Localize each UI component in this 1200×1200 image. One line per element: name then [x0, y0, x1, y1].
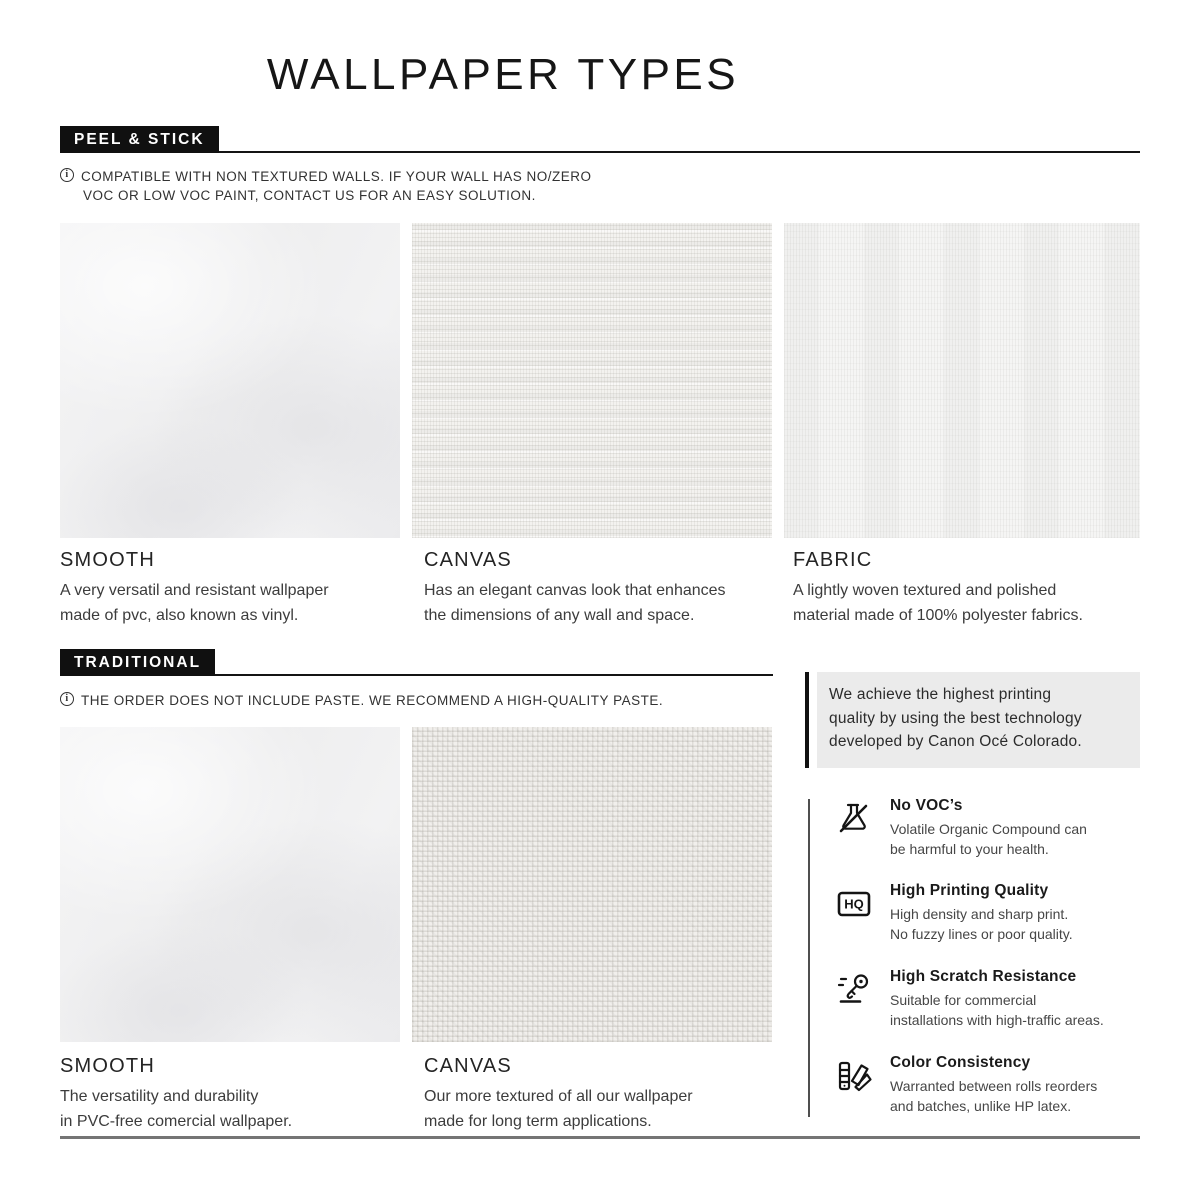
desc-line: Volatile Organic Compound can — [890, 821, 1087, 837]
feature-description — [890, 990, 1140, 1030]
note-line: COMPATIBLE WITH NON TEXTURED WALLS. IF YOUR WALL HAS NO/ZERO — [81, 169, 592, 184]
desc-line: Suitable for commercial — [890, 992, 1037, 1008]
swatch-smooth-traditional — [60, 727, 400, 1042]
feature-title: Color Consistency — [890, 1054, 1031, 1071]
page-title: WALLPAPER TYPES — [266, 50, 740, 99]
feature-text — [890, 968, 1140, 1030]
quote-line: developed by Canon Océ Colorado. — [829, 733, 1082, 750]
note-line: VOC OR LOW VOC PAINT, CONTACT US FOR AN EASY SOLUTION. — [83, 188, 536, 203]
bottom-rule — [60, 1136, 1140, 1139]
desc-line: No fuzzy lines or poor quality. — [890, 926, 1073, 942]
swatch-description — [60, 578, 329, 628]
feature-high-scratch-resistance — [810, 968, 1140, 1030]
section-tag-traditional: TRADITIONAL — [60, 649, 215, 676]
swatch-description — [424, 578, 726, 628]
desc-line: be harmful to your health. — [890, 841, 1049, 857]
desc-line: Warranted between rolls reorders — [890, 1078, 1098, 1094]
no-voc-icon — [834, 799, 874, 839]
desc-line: The versatility and durability — [60, 1088, 259, 1105]
desc-line: material made of 100% polyester fabrics. — [793, 607, 1083, 624]
caption-canvas — [424, 1055, 693, 1134]
caption-fabric — [793, 549, 1083, 628]
color-consistency-icon — [834, 1056, 874, 1096]
note-text — [81, 167, 592, 205]
caption-smooth — [60, 1055, 292, 1134]
feature-text — [890, 1054, 1140, 1116]
feature-color-consistency — [810, 1054, 1140, 1116]
feature-title: No VOC’s — [890, 797, 963, 814]
swatch-canvas-peel-stick — [412, 223, 772, 538]
traditional-note — [60, 691, 663, 710]
high-quality-icon — [834, 884, 874, 924]
quote-accent-bar — [805, 672, 809, 768]
desc-line: installations with high-traffic areas. — [890, 1012, 1104, 1028]
peel-stick-note — [60, 167, 592, 205]
caption-canvas — [424, 549, 726, 628]
traditional-swatch-row — [60, 727, 772, 1042]
peel-stick-swatch-row — [60, 223, 1140, 538]
section-rule-peel-stick — [60, 151, 1140, 153]
swatch-label: CANVAS — [424, 549, 512, 571]
desc-line: Has an elegant canvas look that enhances — [424, 582, 726, 599]
swatch-label: FABRIC — [793, 549, 873, 571]
feature-no-voc — [810, 797, 1140, 859]
feature-text — [890, 797, 1140, 859]
scratch-resistance-icon — [834, 970, 874, 1010]
swatch-fabric-peel-stick — [784, 223, 1140, 538]
info-icon: i — [60, 168, 74, 182]
swatch-label: SMOOTH — [60, 549, 155, 571]
swatch-label: SMOOTH — [60, 1055, 155, 1077]
section-tag-peel-stick: PEEL & STICK — [60, 126, 219, 153]
desc-line: made for long term applications. — [424, 1113, 652, 1130]
desc-line: Our more textured of all our wallpaper — [424, 1088, 693, 1105]
swatch-description — [60, 1084, 292, 1134]
caption-smooth — [60, 549, 329, 628]
feature-description — [890, 904, 1140, 944]
feature-list — [808, 799, 1140, 1117]
note-text — [81, 691, 663, 710]
info-icon: i — [60, 692, 74, 706]
desc-line: made of pvc, also known as vinyl. — [60, 607, 299, 624]
svg-text:HQ: HQ — [844, 896, 864, 912]
note-line: THE ORDER DOES NOT INCLUDE PASTE. WE RECOMMEND A HIGH-QUALITY PASTE. — [81, 693, 664, 708]
quote-line: quality by using the best technology — [829, 709, 1082, 727]
feature-title: High Printing Quality — [890, 882, 1049, 899]
printing-quality-quote — [817, 672, 1140, 768]
feature-description — [890, 1076, 1140, 1116]
desc-line: High density and sharp print. — [890, 906, 1069, 922]
feature-title: High Scratch Resistance — [890, 968, 1077, 985]
swatch-smooth-peel-stick — [60, 223, 400, 538]
desc-line: the dimensions of any wall and space. — [424, 607, 695, 624]
swatch-label: CANVAS — [424, 1055, 512, 1077]
desc-line: and batches, unlike HP latex. — [890, 1098, 1072, 1114]
swatch-description — [424, 1084, 693, 1134]
swatch-description — [793, 578, 1083, 628]
feature-description — [890, 819, 1140, 859]
feature-high-printing-quality — [810, 882, 1140, 944]
desc-line: in PVC-free comercial wallpaper. — [60, 1113, 293, 1130]
desc-line: A lightly woven textured and polished — [793, 582, 1057, 599]
desc-line: A very versatil and resistant wallpaper — [60, 582, 329, 599]
feature-text — [890, 882, 1140, 944]
quote-line: We achieve the highest printing — [829, 686, 1052, 703]
swatch-canvas-traditional — [412, 727, 772, 1042]
